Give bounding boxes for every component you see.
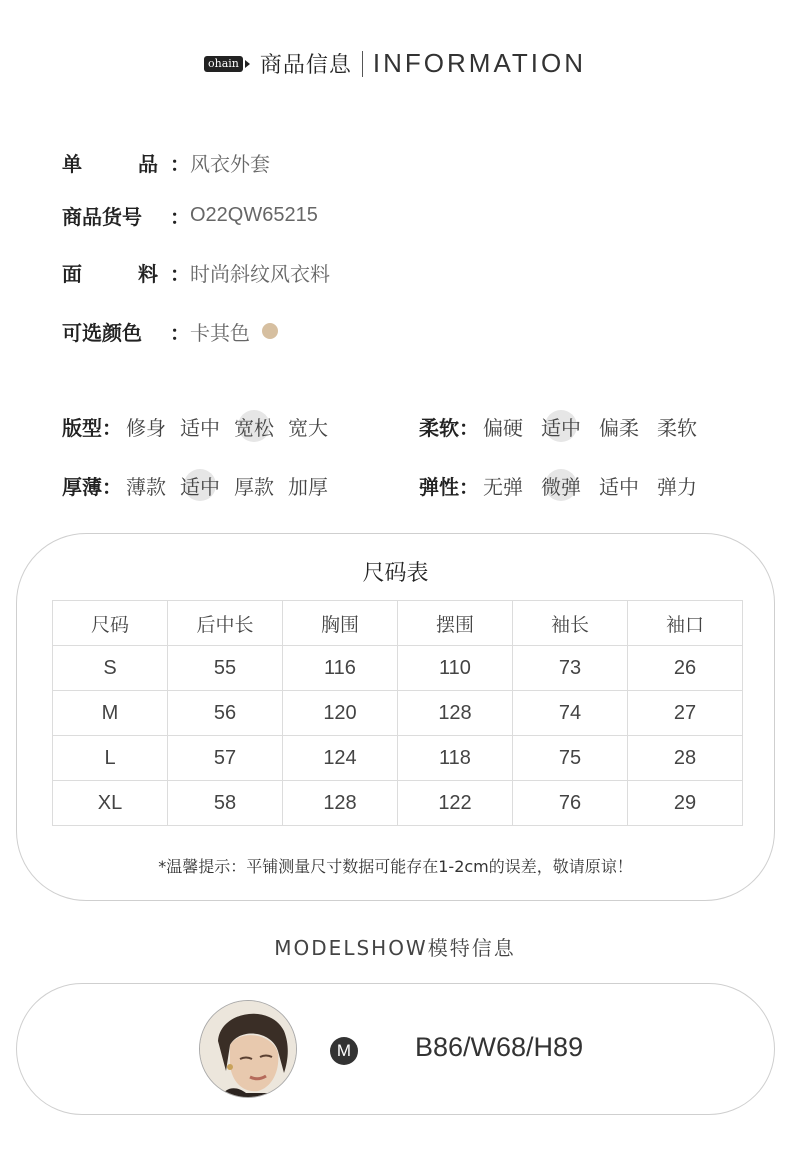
info-row-fabric <box>62 257 330 287</box>
info-value-name: 风衣外套 <box>190 151 270 176</box>
attr-option: 修身 <box>126 415 166 440</box>
table-header-cell: 袖长 <box>513 601 628 646</box>
attr-option: 偏柔 <box>599 415 639 440</box>
table-cell: 56 <box>168 691 283 736</box>
table-header-cell: 袖口 <box>628 601 743 646</box>
table-cell: M <box>53 691 168 736</box>
table-cell: 116 <box>283 646 398 691</box>
table-cell: 110 <box>398 646 513 691</box>
info-label-name-char1: 单 <box>62 151 82 176</box>
table-header-row <box>53 601 743 646</box>
table-cell: 58 <box>168 781 283 826</box>
info-row-sku <box>62 200 318 230</box>
info-label-sku <box>62 201 190 230</box>
header-title-en: INFORMATION <box>372 48 586 78</box>
attr-option-selected: 宽松 <box>234 412 274 441</box>
attr-option-selected: 适中 <box>180 471 220 500</box>
attr-option-selected: 微弹 <box>541 471 581 500</box>
attr-label-elasticity: 弹性： <box>419 474 479 499</box>
table-cell: 27 <box>628 691 743 736</box>
info-label-colon: ： <box>170 204 190 229</box>
attr-option: 偏硬 <box>483 415 523 440</box>
table-cell: 29 <box>628 781 743 826</box>
attr-option: 薄款 <box>126 474 166 499</box>
table-header-cell: 尺码 <box>53 601 168 646</box>
model-info-panel <box>16 983 775 1115</box>
info-label-fabric-char2: 料 <box>138 261 158 286</box>
attr-option: 柔软 <box>657 415 697 440</box>
info-label-name <box>62 148 190 177</box>
size-chart-title: 尺码表 <box>362 561 429 586</box>
attr-label-fit: 版型： <box>62 415 122 440</box>
brand-logo <box>204 56 250 72</box>
model-section-title: MODELSHOW模特信息 <box>274 936 516 960</box>
brand-logo-text: ohain <box>204 56 243 72</box>
info-label-colon: ： <box>170 151 190 176</box>
info-value-sku: O22QW65215 <box>190 203 318 226</box>
table-cell: 120 <box>283 691 398 736</box>
table-cell: 128 <box>283 781 398 826</box>
attr-option: 适中 <box>599 474 639 499</box>
info-label-colon: ： <box>170 320 190 345</box>
table-header-cell: 胸围 <box>283 601 398 646</box>
table-cell: 57 <box>168 736 283 781</box>
info-label-fabric-char1: 面 <box>62 261 82 286</box>
table-cell: S <box>53 646 168 691</box>
table-cell: 128 <box>398 691 513 736</box>
attr-option: 无弹 <box>483 474 523 499</box>
info-label-color-text: 可选颜色 <box>62 320 142 345</box>
attr-option: 适中 <box>180 415 220 440</box>
info-label-color <box>62 317 190 346</box>
table-cell: 73 <box>513 646 628 691</box>
attr-option: 加厚 <box>288 474 328 499</box>
table-cell: L <box>53 736 168 781</box>
attr-label-thickness: 厚薄： <box>62 474 122 499</box>
table-header-cell: 后中长 <box>168 601 283 646</box>
table-cell: 26 <box>628 646 743 691</box>
table-header-cell: 摆围 <box>398 601 513 646</box>
table-cell: 124 <box>283 736 398 781</box>
size-table <box>52 600 743 826</box>
table-row <box>53 646 743 691</box>
info-label-fabric <box>62 258 190 287</box>
attr-row-elasticity <box>419 470 715 500</box>
attr-option-selected: 适中 <box>541 412 581 441</box>
attr-option: 弹力 <box>657 474 697 499</box>
table-cell: 118 <box>398 736 513 781</box>
table-cell: XL <box>53 781 168 826</box>
size-chart-panel <box>16 533 775 901</box>
table-row <box>53 781 743 826</box>
header-divider <box>362 51 363 77</box>
info-row-color <box>62 316 278 346</box>
attr-option: 宽大 <box>288 415 328 440</box>
table-cell: 28 <box>628 736 743 781</box>
color-swatch <box>262 323 278 339</box>
info-label-sku-text: 商品货号 <box>62 204 142 229</box>
measurement-note: *温馨提示：平铺测量尺寸数据可能存在1-2cm的误差，敬请原谅！ <box>158 857 633 876</box>
table-cell: 74 <box>513 691 628 736</box>
page-header <box>0 48 790 79</box>
info-label-name-char2: 品 <box>138 151 158 176</box>
table-row <box>53 691 743 736</box>
attr-row-fit <box>62 411 342 441</box>
model-portrait-image <box>200 1001 297 1098</box>
model-avatar <box>199 1000 297 1098</box>
table-cell: 122 <box>398 781 513 826</box>
info-row-name <box>62 147 270 177</box>
attr-option: 厚款 <box>234 474 274 499</box>
info-value-color: 卡其色 <box>190 320 250 345</box>
header-title-cn: 商品信息 <box>259 53 352 78</box>
info-value-fabric: 时尚斜纹风衣料 <box>190 261 330 286</box>
info-label-colon: ： <box>170 261 190 286</box>
play-triangle-icon <box>245 60 250 68</box>
table-cell: 55 <box>168 646 283 691</box>
model-measurements: B86/W68/H89 <box>415 1032 584 1062</box>
model-size-badge: M <box>330 1037 358 1065</box>
table-cell: 76 <box>513 781 628 826</box>
attr-row-softness <box>419 411 715 441</box>
attr-row-thickness <box>62 470 342 500</box>
table-cell: 75 <box>513 736 628 781</box>
table-row <box>53 736 743 781</box>
attr-label-softness: 柔软： <box>419 415 479 440</box>
